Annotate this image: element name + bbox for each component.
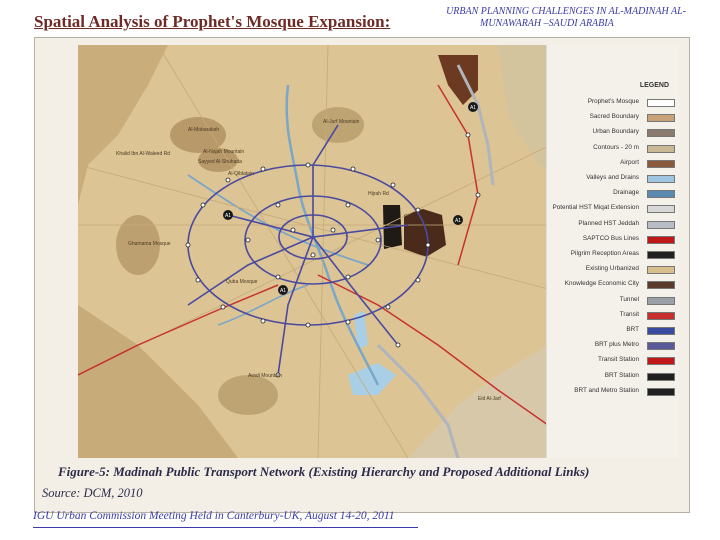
legend-item-label: Sacred Boundary [589,113,639,121]
legend-item-label: Contours - 20 m [593,143,639,151]
legend-swatch [647,99,675,107]
station-marker-label: A1 [454,218,462,224]
station-marker-label: A1 [279,288,287,294]
legend-item-label: Existing Urbanized [585,265,639,273]
legend-item [547,356,679,366]
brt-station [391,183,395,187]
brt-station [351,167,355,171]
legend-swatch [647,388,675,396]
legend-item [547,204,679,214]
legend-swatch [647,327,675,335]
legend-item [547,372,679,382]
brt-station [276,203,280,207]
brt-station [396,343,400,347]
area-label: Awali Mountain [248,373,282,379]
brt-station [306,323,310,327]
legend-item [547,113,679,123]
area-label: Eid Al-Jarf [478,396,501,402]
brt-station [291,228,295,232]
legend-swatch [647,129,675,137]
area-label: Quba Mosque [226,279,258,285]
legend-swatch [647,236,675,244]
legend-item-label: Airport [620,158,639,166]
legend-item [547,235,679,245]
brt-station [386,305,390,309]
legend-item-label: BRT and Metro Station [574,386,639,394]
legend-swatch [647,145,675,153]
legend-item-label: Urban Boundary [592,128,639,136]
brt-station [346,320,350,324]
brt-station [346,275,350,279]
legend-item-label: Drainage [613,189,639,197]
legend-item [547,128,679,138]
area-label: Ghamama Mosque [128,241,171,247]
area-label: Khalid Ibn Al-Waleed Rd [116,151,171,157]
legend-item-label: Pilgrim Reception Areas [570,250,639,257]
figure-caption: Figure-5: Madinah Public Transport Network (Existing Hierarchy and Proposed Additional Links) [58,464,590,479]
brt-station [466,133,470,137]
legend-item [547,144,679,154]
brt-station [416,278,420,282]
legend-item-label: BRT plus Metro [594,341,639,349]
station-marker-label: A1 [224,213,232,219]
brt-station [196,278,200,282]
station-marker-label: A1 [469,105,477,111]
brt-station [306,163,310,167]
legend-item-label: Transit [619,310,639,318]
legend-item [547,265,679,275]
map-legend [546,45,679,458]
legend-swatch [647,312,675,320]
brt-station [261,167,265,171]
brt-station [221,305,225,309]
legend-swatch [647,190,675,198]
legend-item-label: Transit Station [598,356,639,364]
mountain-area [170,117,226,153]
legend-item [547,220,679,230]
legend-swatch [647,221,675,229]
legend-item [547,159,679,169]
legend-swatch [647,357,675,365]
legend-item [547,280,679,290]
legend-item [547,174,679,184]
conference-header-line1: URBAN PLANNING CHALLENGES IN AL-MADINAH AL- [446,6,686,17]
brt-station [226,178,230,182]
footer-text: IGU Urban Commission Meeting Held in Canterbury-UK, August 14-20, 2011 [33,510,395,522]
legend-swatch [647,373,675,381]
legend-item-label: Knowledge Economic City [564,280,639,288]
legend-item-label: BRT Station [604,371,639,379]
brt-station [376,238,380,242]
legend-swatch [647,205,675,213]
legend-item-label: Potential HST Miqat Extension [552,204,639,212]
brt-station [311,253,315,257]
area-label: Al-Jurf Mountain [323,119,360,125]
legend-swatch [647,342,675,350]
legend-item-label: Tunnel [619,295,639,303]
legend-item-label: Planned HST Jeddah [578,219,639,227]
legend-item [547,98,679,108]
legend-swatch [647,160,675,168]
legend-swatch [647,251,675,259]
slide-title: Spatial Analysis of Prophet's Mosque Expansion: [34,12,391,31]
area-label: Sayyed Al-Shuhada [198,159,242,165]
legend-swatch [647,266,675,274]
legend-item [547,250,679,260]
area-label: Al-Najah Mountain [203,149,245,155]
transport-map [78,45,571,458]
conference-header-line2: MUNAWARAH –SAUDI ARABIA [480,18,614,29]
legend-item [547,311,679,321]
mountain-area [218,375,278,415]
legend-item [547,387,679,397]
brt-station [476,193,480,197]
brt-station [261,319,265,323]
brt-station [201,203,205,207]
brt-station [331,228,335,232]
legend-item-label: BRT [626,326,639,333]
legend-item-label: Valleys and Drains [586,174,639,181]
area-label: Al-Qiblatain [228,171,254,177]
map-canvas [78,45,571,458]
legend-swatch [647,297,675,305]
brt-station [346,203,350,207]
legend-item [547,341,679,351]
legend-item [547,326,679,336]
legend-item [547,296,679,306]
legend-swatch [647,114,675,122]
footer-underline [33,527,418,528]
area-label: Al-Mobarakeh [188,127,220,133]
figure-source: Source: DCM, 2010 [42,486,143,500]
legend-item [547,189,679,199]
legend-title: LEGEND [639,82,669,89]
brt-station [426,243,430,247]
brt-station [246,238,250,242]
brt-station [276,275,280,279]
legend-swatch [647,175,675,183]
brt-station [186,243,190,247]
area-label: Hijrah Rd [368,191,389,197]
legend-swatch [647,281,675,289]
legend-item-label: Prophet's Mosque [587,98,639,105]
legend-item-label: SAPTCO Bus Lines [582,234,639,242]
brt-station [416,208,420,212]
conference-header [432,6,702,30]
